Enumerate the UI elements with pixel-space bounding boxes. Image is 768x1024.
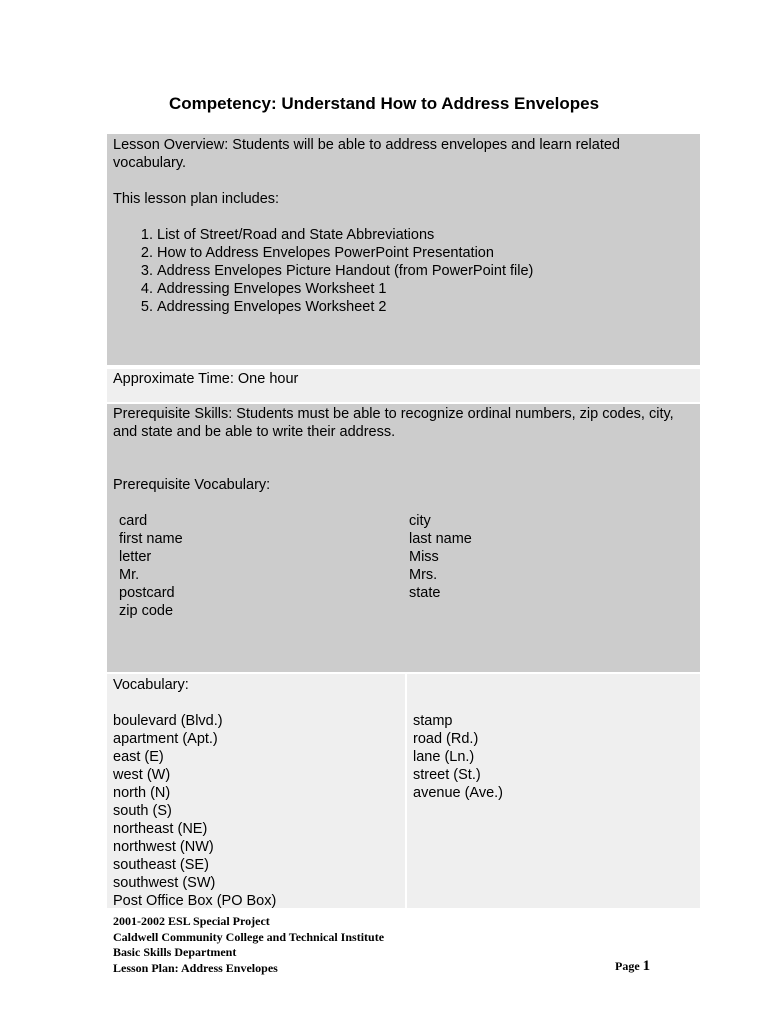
list-item: 3. Address Envelopes Picture Handout (from PowerPoint file) bbox=[157, 262, 694, 280]
vocabulary-label: Vocabulary: bbox=[113, 677, 189, 693]
page-label-text: Page bbox=[615, 959, 640, 973]
vocabulary-column-1 bbox=[107, 674, 405, 908]
footer-project: 2001-2002 ESL Special Project bbox=[113, 914, 270, 928]
approximate-time-section bbox=[107, 369, 700, 402]
list-item: northwest (NW) bbox=[113, 839, 214, 855]
list-item: avenue (Ave.) bbox=[413, 785, 504, 801]
includes-label: This lesson plan includes: bbox=[113, 191, 280, 207]
prerequisite-vocabulary-column-1 bbox=[119, 512, 409, 620]
list-item: lane (Ln.) bbox=[413, 749, 475, 765]
list-item: southeast (SE) bbox=[113, 857, 209, 873]
prerequisite-vocabulary-column-2 bbox=[409, 512, 689, 620]
list-item: west (W) bbox=[113, 767, 171, 783]
list-item: 4. Addressing Envelopes Worksheet 1 bbox=[157, 280, 694, 298]
prerequisite-skills-text: Prerequisite Skills: Students must be able to recognize ordinal numbers, zip codes, city, and state and be able to write their address. bbox=[113, 406, 674, 440]
approximate-time-text: Approximate Time: One hour bbox=[113, 371, 299, 387]
prerequisites-section bbox=[107, 404, 700, 672]
list-item: southwest (SW) bbox=[113, 875, 216, 891]
list-item: road (Rd.) bbox=[413, 731, 479, 747]
list-item: city bbox=[409, 513, 431, 529]
page-number: 1 bbox=[642, 958, 651, 974]
prerequisite-vocabulary-list bbox=[113, 512, 694, 620]
list-item: Miss bbox=[409, 549, 439, 565]
list-item: state bbox=[409, 585, 441, 601]
list-item: card bbox=[119, 513, 148, 529]
list-item: apartment (Apt.) bbox=[113, 731, 218, 747]
list-item: letter bbox=[119, 549, 152, 565]
list-item: northeast (NE) bbox=[113, 821, 208, 837]
footer-department: Basic Skills Department bbox=[113, 945, 237, 959]
list-item: boulevard (Blvd.) bbox=[113, 713, 223, 729]
list-item: 5. Addressing Envelopes Worksheet 2 bbox=[157, 298, 694, 316]
list-item: stamp bbox=[413, 713, 453, 729]
page-number-label bbox=[615, 958, 650, 975]
vocabulary-section bbox=[107, 674, 700, 908]
page-footer bbox=[113, 914, 653, 976]
lesson-materials-list bbox=[113, 226, 694, 316]
list-item: Post Office Box (PO Box) bbox=[113, 893, 277, 909]
list-item: north (N) bbox=[113, 785, 171, 801]
list-item: street (St.) bbox=[413, 767, 481, 783]
page-title: Competency: Understand How to Address Envelopes bbox=[168, 94, 600, 113]
list-item: postcard bbox=[119, 585, 175, 601]
footer-lesson-plan: Lesson Plan: Address Envelopes bbox=[113, 960, 278, 975]
footer-institution: Caldwell Community College and Technical Institute bbox=[113, 929, 385, 944]
prerequisite-vocabulary-label: Prerequisite Vocabulary: bbox=[113, 477, 271, 493]
vocabulary-column-2 bbox=[407, 674, 700, 908]
list-item: zip code bbox=[119, 603, 174, 619]
list-item: Mrs. bbox=[409, 567, 438, 583]
list-item: Mr. bbox=[119, 567, 140, 583]
list-item: east (E) bbox=[113, 749, 164, 765]
list-item: 2. How to Address Envelopes PowerPoint Presentation bbox=[157, 244, 694, 262]
lesson-overview-text: Lesson Overview: Students will be able to address envelopes and learn related vocabulary. bbox=[113, 137, 620, 171]
list-item: 1. List of Street/Road and State Abbreviations bbox=[157, 226, 694, 244]
list-item: south (S) bbox=[113, 803, 172, 819]
list-item: first name bbox=[119, 531, 183, 547]
lesson-overview-section bbox=[107, 134, 700, 365]
list-item: last name bbox=[409, 531, 472, 547]
